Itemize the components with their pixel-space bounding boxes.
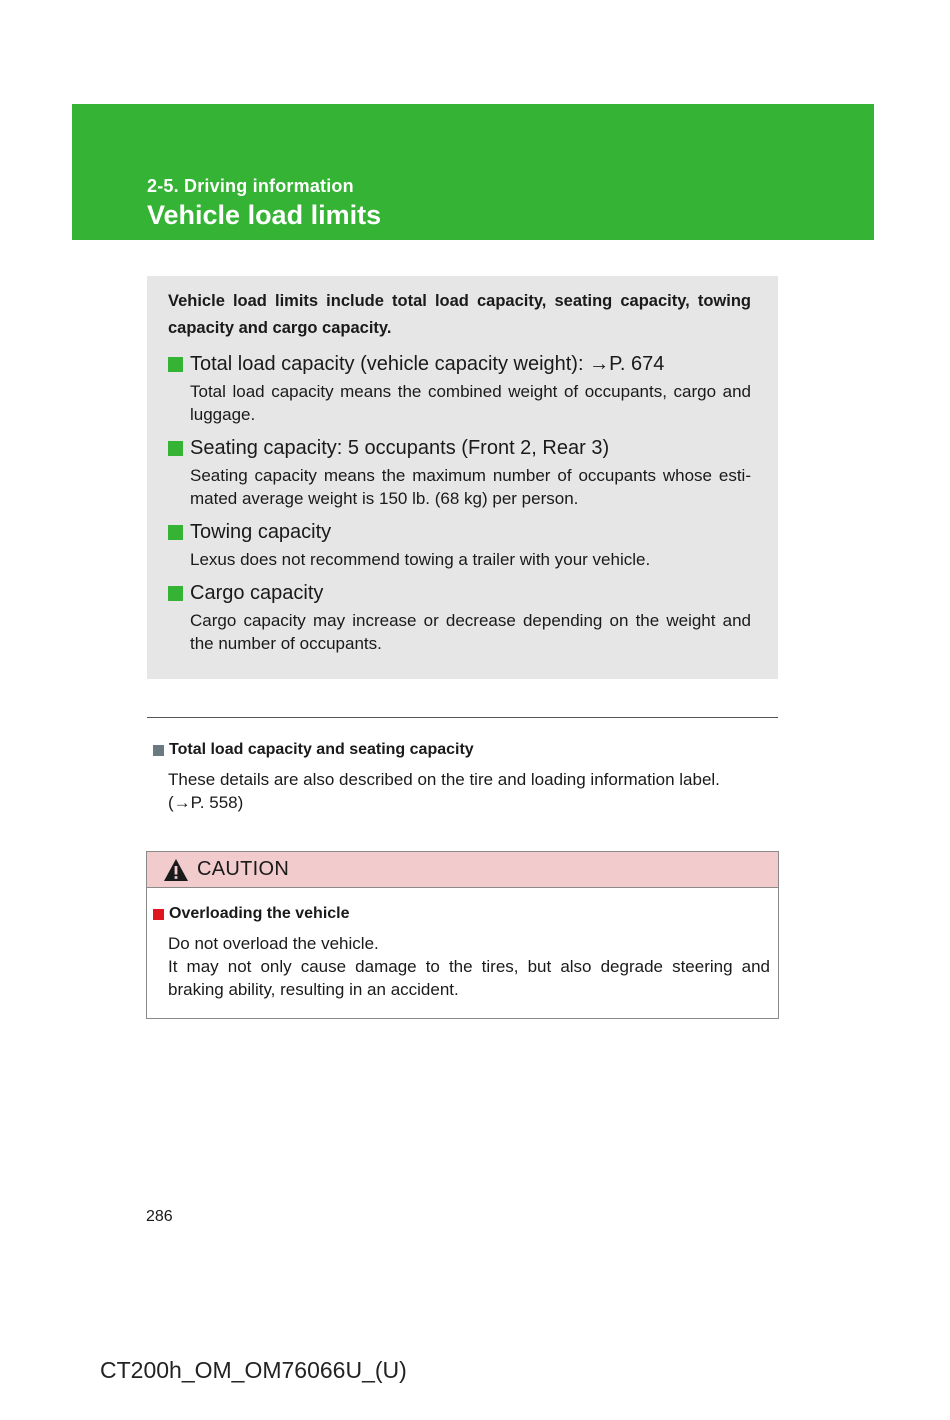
- caution-line: It may not only cause damage to the tires, but also degrade steering and braking ability, resulting in an accident.: [168, 957, 770, 999]
- caution-line: Do not overload the vehicle.: [168, 934, 379, 953]
- summary-intro: Vehicle load limits include total load capacity, seating capacity, towing capacity and cargo capacity.: [168, 292, 751, 337]
- summary-item-seating: [168, 432, 751, 510]
- page-number: 286: [146, 1208, 173, 1225]
- note-body: [168, 768, 773, 814]
- document-code: CT200h_OM_OM76066U_(U): [100, 1357, 407, 1383]
- warning-triangle-icon: [163, 858, 189, 882]
- note-page-reference: (→P. 558): [168, 793, 244, 812]
- green-square-bullet-icon: [168, 586, 183, 601]
- header-band: [72, 104, 874, 240]
- summary-item-cargo: [168, 577, 751, 655]
- caution-label: CAUTION: [197, 858, 290, 880]
- section-label: 2-5. Driving information: [147, 176, 354, 196]
- green-square-bullet-icon: [168, 525, 183, 540]
- page-title: Vehicle load limits: [147, 200, 382, 230]
- info-note: [153, 738, 773, 814]
- item-heading: Total load capacity (vehicle capacity weight): →P. 674: [190, 353, 665, 375]
- caution-body: [168, 932, 770, 1001]
- item-heading: Cargo capacity: [190, 582, 324, 604]
- caution-heading: Overloading the vehicle: [169, 905, 350, 922]
- note-body-line: These details are also described on the tire and loading information label.: [168, 770, 720, 789]
- green-square-bullet-icon: [168, 441, 183, 456]
- item-body: Lexus does not recommend towing a trailer with your vehicle.: [190, 550, 651, 569]
- caution-content: [147, 888, 778, 1001]
- red-square-bullet-icon: [153, 909, 164, 920]
- gray-square-bullet-icon: [153, 745, 164, 756]
- item-body: Total load capacity means the combined weight of occupants, cargo and luggage.: [190, 382, 751, 424]
- caution-box: [146, 851, 779, 1019]
- caution-header: [147, 852, 778, 888]
- green-square-bullet-icon: [168, 357, 183, 372]
- summary-box: [147, 276, 778, 679]
- item-heading: Towing capacity: [190, 521, 332, 543]
- summary-item-total-load: [168, 348, 751, 426]
- note-heading: Total load capacity and seating capacity: [169, 741, 474, 758]
- section-divider: [147, 717, 778, 718]
- summary-item-towing: [168, 516, 751, 571]
- item-body: Seating capacity means the maximum number of occupants whose esti-mated average weight is 150 lb. (68 kg) per person.: [190, 466, 751, 508]
- item-heading: Seating capacity: 5 occupants (Front 2, Rear 3): [190, 437, 610, 459]
- item-body: Cargo capacity may increase or decrease depending on the weight and the number of occupants.: [190, 611, 751, 653]
